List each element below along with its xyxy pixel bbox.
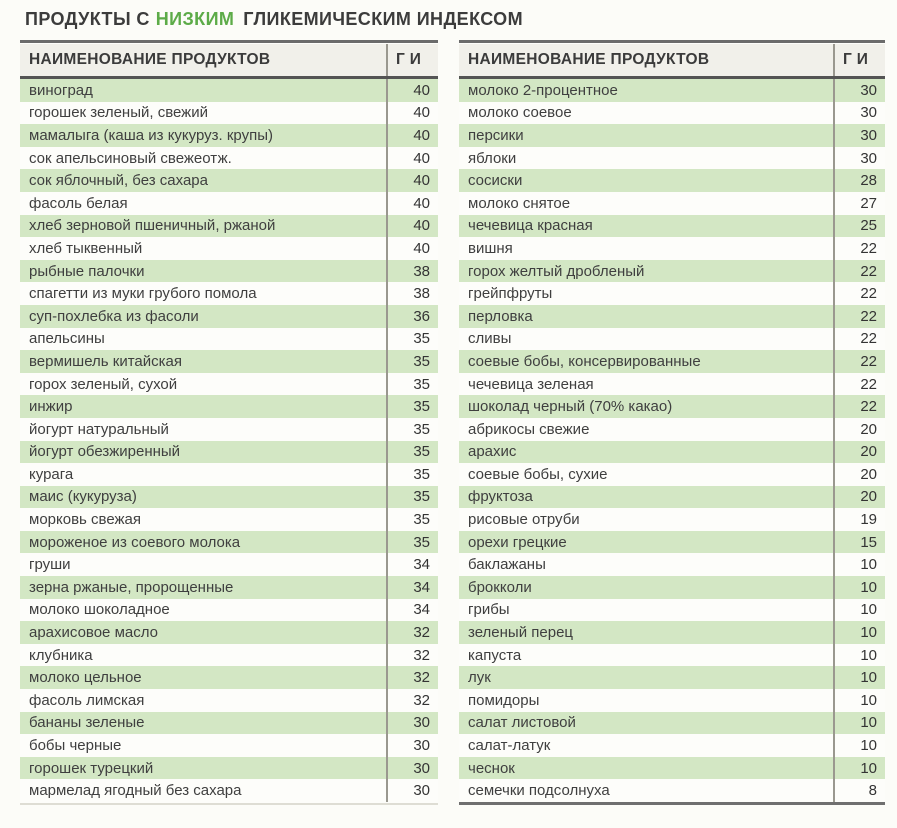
table-row: [459, 666, 885, 689]
gi-value: 32: [386, 644, 438, 667]
gi-value: 35: [386, 418, 438, 441]
table-row: [20, 169, 438, 192]
gi-value: 35: [386, 395, 438, 418]
gi-value: 10: [833, 734, 885, 757]
product-name: морковь свежая: [29, 511, 141, 529]
gi-value: 10: [833, 644, 885, 667]
gi-value: 27: [833, 192, 885, 215]
product-name: инжир: [29, 398, 73, 416]
gi-value: 20: [833, 463, 885, 486]
table-row: [20, 486, 438, 509]
gi-value: 10: [833, 666, 885, 689]
table-row: [459, 734, 885, 757]
product-name: зеленый перец: [468, 624, 573, 642]
gi-value: 20: [833, 418, 885, 441]
table-row: [459, 192, 885, 215]
product-name: хлеб зерновой пшеничный, ржаной: [29, 217, 276, 235]
table-row: [459, 147, 885, 170]
table-header: [459, 44, 885, 79]
gi-value: 30: [833, 79, 885, 102]
gi-value: 40: [386, 192, 438, 215]
gi-value: 10: [833, 553, 885, 576]
product-name: йогурт обезжиренный: [29, 443, 181, 461]
product-name: орехи грецкие: [468, 533, 567, 551]
gi-value: 22: [833, 305, 885, 328]
product-name: арахис: [468, 443, 517, 461]
table-row: [459, 779, 885, 802]
gi-value: 34: [386, 576, 438, 599]
column-header-product-name: НАИМЕНОВАНИЕ ПРОДУКТОВ: [29, 51, 271, 68]
gi-value: 22: [833, 395, 885, 418]
gi-value: 40: [386, 79, 438, 102]
table-row: [20, 508, 438, 531]
product-name: курага: [29, 465, 74, 483]
product-name: суп-похлебка из фасоли: [29, 307, 199, 325]
gi-value: 19: [833, 508, 885, 531]
product-name: вермишель китайская: [29, 352, 183, 370]
gi-value: 36: [386, 305, 438, 328]
table-row: [459, 124, 885, 147]
gi-value: 40: [386, 215, 438, 238]
table-row: [459, 553, 885, 576]
product-name: соевые бобы, сухие: [468, 465, 608, 483]
table-row: [20, 328, 438, 351]
table-row: [459, 373, 885, 396]
product-name: фасоль лимская: [29, 691, 145, 709]
gi-value: 20: [833, 441, 885, 464]
product-name: брокколи: [468, 578, 532, 596]
gi-value: 40: [386, 124, 438, 147]
gi-value: 40: [386, 102, 438, 125]
table-row: [20, 712, 438, 735]
title-highlight-low: НИЗКИМ: [155, 9, 235, 29]
table-row: [459, 79, 885, 102]
table-row: [20, 621, 438, 644]
table-row: [459, 282, 885, 305]
low-gi-table-right: [459, 40, 885, 805]
product-name: горох желтый дробленый: [468, 262, 645, 280]
table-row: [20, 373, 438, 396]
product-name: зерна ржаные, пророщенные: [29, 578, 234, 596]
product-name: горошек зеленый, свежий: [29, 104, 208, 122]
gi-value: 10: [833, 621, 885, 644]
table-row: [459, 169, 885, 192]
product-name: фруктоза: [468, 488, 533, 506]
table-header: [20, 44, 438, 79]
product-name: сливы: [468, 330, 512, 348]
table-row: [459, 486, 885, 509]
product-name: мороженое из соевого молока: [29, 533, 241, 551]
table-row: [20, 215, 438, 238]
product-name: рыбные палочки: [29, 262, 145, 280]
gi-value: 30: [386, 779, 438, 802]
title-suffix: ГЛИКЕМИЧЕСКИМ ИНДЕКСОМ: [243, 9, 523, 29]
gi-value: 35: [386, 373, 438, 396]
title-prefix: ПРОДУКТЫ С: [25, 9, 150, 29]
table-row: [20, 260, 438, 283]
gi-value: 35: [386, 441, 438, 464]
table-row: [20, 599, 438, 622]
table-row: [459, 237, 885, 260]
table-row: [459, 757, 885, 780]
table-row: [459, 395, 885, 418]
table-row: [20, 666, 438, 689]
gi-value: 38: [386, 260, 438, 283]
gi-value: 30: [833, 102, 885, 125]
product-name: перловка: [468, 307, 533, 325]
gi-value: 22: [833, 282, 885, 305]
table-row: [20, 441, 438, 464]
product-name: груши: [29, 556, 71, 574]
gi-value: 30: [833, 147, 885, 170]
table-row: [459, 350, 885, 373]
table-row: [459, 531, 885, 554]
product-name: чеснок: [468, 759, 515, 777]
product-name: рисовые отруби: [468, 511, 580, 529]
table-row: [20, 350, 438, 373]
table-row: [20, 192, 438, 215]
gi-value: 38: [386, 282, 438, 305]
product-name: бананы зеленые: [29, 714, 145, 732]
table-row: [459, 441, 885, 464]
product-name: яблоки: [468, 149, 517, 167]
product-name: лук: [468, 669, 491, 687]
product-name: сок яблочный, без сахара: [29, 172, 208, 190]
product-name: соевые бобы, консервированные: [468, 352, 701, 370]
table-row: [459, 576, 885, 599]
gi-value: 35: [386, 463, 438, 486]
table-row: [20, 418, 438, 441]
table-row: [459, 305, 885, 328]
table-row: [20, 282, 438, 305]
table-row: [459, 712, 885, 735]
gi-value: 20: [833, 486, 885, 509]
product-name: абрикосы свежие: [468, 420, 590, 438]
table-row: [20, 463, 438, 486]
gi-value: 10: [833, 599, 885, 622]
product-name: хлеб тыквенный: [29, 239, 143, 257]
gi-value: 35: [386, 328, 438, 351]
gi-value: 25: [833, 215, 885, 238]
gi-value: 8: [833, 779, 885, 802]
gi-value: 34: [386, 553, 438, 576]
product-name: молоко снятое: [468, 194, 571, 212]
gi-value: 22: [833, 350, 885, 373]
gi-value: 22: [833, 237, 885, 260]
table-row: [459, 215, 885, 238]
table-row: [459, 508, 885, 531]
table-row: [459, 418, 885, 441]
table-row: [20, 102, 438, 125]
gi-value: 32: [386, 621, 438, 644]
gi-value: 32: [386, 666, 438, 689]
table-row: [20, 79, 438, 102]
product-name: клубника: [29, 646, 93, 664]
product-name: капуста: [468, 646, 522, 664]
product-name: молоко 2-процентное: [468, 81, 618, 99]
table-row: [20, 644, 438, 667]
column-header-gi: Г И: [833, 44, 885, 76]
table-row: [20, 689, 438, 712]
gi-value: 35: [386, 531, 438, 554]
gi-value: 35: [386, 350, 438, 373]
product-name: фасоль белая: [29, 194, 128, 212]
table-row: [20, 734, 438, 757]
gi-value: 10: [833, 712, 885, 735]
gi-value: 40: [386, 169, 438, 192]
product-name: горошек турецкий: [29, 759, 154, 777]
table-row: [20, 395, 438, 418]
product-name: сосиски: [468, 172, 523, 190]
gi-value: 30: [386, 757, 438, 780]
table-body: [20, 79, 438, 802]
column-header-product-name: НАИМЕНОВАНИЕ ПРОДУКТОВ: [468, 51, 710, 68]
gi-value: 10: [833, 576, 885, 599]
product-name: виноград: [29, 81, 93, 99]
product-name: грибы: [468, 601, 510, 619]
tables-container: [20, 40, 885, 805]
table-row: [20, 531, 438, 554]
product-name: персики: [468, 126, 524, 144]
product-name: грейпфруты: [468, 285, 553, 303]
gi-value: 22: [833, 328, 885, 351]
gi-value: 22: [833, 373, 885, 396]
product-name: маис (кукуруза): [29, 488, 137, 506]
table-row: [459, 599, 885, 622]
table-row: [459, 644, 885, 667]
gi-value: 15: [833, 531, 885, 554]
gi-value: 22: [833, 260, 885, 283]
product-name: сок апельсиновый свежеотж.: [29, 149, 232, 167]
gi-value: 10: [833, 689, 885, 712]
table-row: [459, 689, 885, 712]
gi-value: 40: [386, 147, 438, 170]
gi-value: 28: [833, 169, 885, 192]
product-name: чечевица зеленая: [468, 375, 594, 393]
table-row: [20, 124, 438, 147]
gi-value: 30: [386, 734, 438, 757]
low-gi-table-left: [20, 40, 438, 805]
product-name: молоко цельное: [29, 669, 142, 687]
table-row: [20, 553, 438, 576]
gi-value: 34: [386, 599, 438, 622]
gi-value: 35: [386, 508, 438, 531]
table-row: [20, 576, 438, 599]
product-name: вишня: [468, 239, 513, 257]
product-name: баклажаны: [468, 556, 546, 574]
table-row: [20, 237, 438, 260]
product-name: спагетти из муки грубого помола: [29, 285, 257, 303]
column-header-gi: Г И: [386, 44, 438, 76]
product-name: молоко соевое: [468, 104, 572, 122]
gi-value: 30: [833, 124, 885, 147]
table-row: [459, 102, 885, 125]
product-name: помидоры: [468, 691, 540, 709]
gi-value: 32: [386, 689, 438, 712]
table-row: [20, 305, 438, 328]
gi-value: 40: [386, 237, 438, 260]
table-row: [20, 147, 438, 170]
product-name: шоколад черный (70% какао): [468, 398, 673, 416]
product-name: бобы черные: [29, 737, 122, 755]
product-name: мармелад ягодный без сахара: [29, 782, 242, 800]
gi-value: 35: [386, 486, 438, 509]
product-name: арахисовое масло: [29, 624, 158, 642]
product-name: горох зеленый, сухой: [29, 375, 178, 393]
table-row: [459, 621, 885, 644]
table-row: [459, 328, 885, 351]
page-title: [0, 0, 897, 30]
product-name: салат-латук: [468, 737, 551, 755]
product-name: семечки подсолнуха: [468, 782, 610, 800]
product-name: салат листовой: [468, 714, 576, 732]
table-body: [459, 79, 885, 802]
product-name: мамалыга (каша из кукуруз. крупы): [29, 126, 274, 144]
table-row: [459, 260, 885, 283]
product-name: апельсины: [29, 330, 105, 348]
gi-value: 30: [386, 712, 438, 735]
table-row: [20, 757, 438, 780]
product-name: йогурт натуральный: [29, 420, 169, 438]
product-name: чечевица красная: [468, 217, 593, 235]
gi-value: 10: [833, 757, 885, 780]
product-name: молоко шоколадное: [29, 601, 170, 619]
table-row: [459, 463, 885, 486]
table-row: [20, 779, 438, 802]
